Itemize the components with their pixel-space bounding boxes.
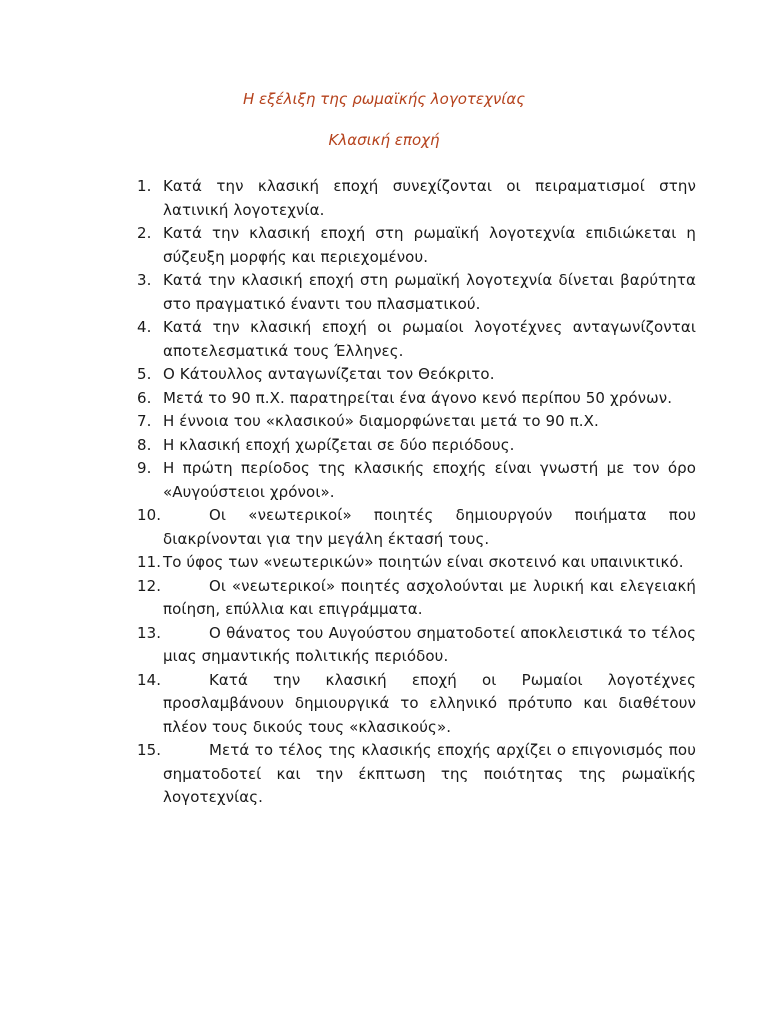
item-text: Μετά το 90 π.Χ. παρατηρείται ένα άγονο κενό περίπου 50 χρόνων. bbox=[163, 388, 673, 407]
item-text bbox=[137, 504, 696, 551]
item-text: Η κλασική εποχή χωρίζεται σε δύο περιόδους. bbox=[163, 435, 515, 454]
item-number: 12. bbox=[137, 576, 162, 595]
item-number: 1. bbox=[137, 177, 152, 195]
item-text bbox=[137, 739, 696, 810]
list-item bbox=[137, 363, 696, 387]
item-number: 11. bbox=[137, 553, 162, 571]
list-item bbox=[137, 669, 696, 740]
item-number: 9. bbox=[137, 459, 152, 477]
item-number: 10. bbox=[137, 506, 162, 524]
item-number: 14. bbox=[137, 670, 162, 689]
item-text: Κατά την κλασική εποχή στη ρωμαϊκή λογοτεχνία επιδιώκεται η σύζευξη μορφής και περιεχομένου. bbox=[163, 224, 696, 266]
document-subtitle: Κλασική εποχή bbox=[328, 131, 440, 149]
item-text: Κατά την κλασική εποχή οι ρωμαίοι λογοτέχνες ανταγωνίζονται αποτελεσματικά τους Έλληνες. bbox=[163, 318, 696, 360]
item-text bbox=[137, 575, 696, 622]
list-item bbox=[137, 457, 696, 504]
list-item bbox=[137, 575, 696, 622]
item-text-content: Ο θάνατος του Αυγούστου σηματοδοτεί αποκλειστικά το τέλος μιας σημαντικής πολιτικής περιόδου. bbox=[163, 623, 696, 665]
item-number: 2. bbox=[137, 224, 152, 242]
item-number: 4. bbox=[137, 318, 152, 336]
statement-list bbox=[137, 175, 696, 810]
item-number: 15. bbox=[137, 741, 162, 759]
item-number: 3. bbox=[137, 271, 152, 289]
item-number: 13. bbox=[137, 623, 162, 642]
list-item bbox=[137, 269, 696, 316]
item-text-content: Κατά την κλασική εποχή οι Ρωμαίοι λογοτέχνες προσλαμβάνουν δημιουργικά το ελληνικό πρότυπο και διαθέτουν πλέον τους δικούς τους «κλασικούς». bbox=[163, 670, 696, 736]
item-text bbox=[137, 622, 696, 669]
list-item bbox=[137, 410, 696, 434]
list-item bbox=[137, 222, 696, 269]
list-item bbox=[137, 739, 696, 810]
list-item bbox=[137, 434, 696, 458]
item-text: Η πρώτη περίοδος της κλασικής εποχής είναι γνωστή με τον όρο «Αυγούστειοι χρόνοι». bbox=[163, 459, 696, 501]
item-text-content: Μετά το τέλος της κλασικής εποχής αρχίζει ο επιγονισμός που σηματοδοτεί και την έκπτωση της ποιότητας της ρωμαϊκής λογοτεχνίας. bbox=[163, 741, 696, 806]
list-item bbox=[137, 316, 696, 363]
item-text-content: Οι «νεωτερικοί» ποιητές δημιουργούν ποιήματα που διακρίνονται για την μεγάλη έκτασή τους. bbox=[163, 506, 696, 548]
list-item bbox=[137, 387, 696, 411]
item-text-content: Οι «νεωτερικοί» ποιητές ασχολούνται με λυρική και ελεγειακή ποίηση, επύλλια και επιγράμματα. bbox=[163, 576, 696, 618]
item-text: Το ύφος των «νεωτερικών» ποιητών είναι σκοτεινό και υπαινικτικό. bbox=[163, 553, 684, 571]
item-number: 7. bbox=[137, 412, 152, 430]
list-item bbox=[137, 504, 696, 551]
list-item bbox=[137, 622, 696, 669]
item-number: 5. bbox=[137, 365, 152, 383]
item-number: 8. bbox=[137, 435, 152, 454]
item-text: Κατά την κλασική εποχή συνεχίζονται οι πειραματισμοί στην λατινική λογοτεχνία. bbox=[163, 177, 696, 219]
item-text: Η έννοια του «κλασικού» διαμορφώνεται μετά το 90 π.Χ. bbox=[163, 412, 599, 430]
item-number: 6. bbox=[137, 388, 152, 407]
item-text bbox=[137, 669, 696, 740]
list-item bbox=[137, 175, 696, 222]
list-item bbox=[137, 551, 696, 575]
item-text: Ο Κάτουλλος ανταγωνίζεται τον Θεόκριτο. bbox=[163, 365, 495, 383]
document-title: Η εξέλιξη της ρωμαϊκής λογοτεχνίας bbox=[242, 90, 526, 108]
item-text: Κατά την κλασική εποχή στη ρωμαϊκή λογοτεχνία δίνεται βαρύτητα στο πραγματικό έναντι του πλασματικού. bbox=[163, 271, 696, 313]
